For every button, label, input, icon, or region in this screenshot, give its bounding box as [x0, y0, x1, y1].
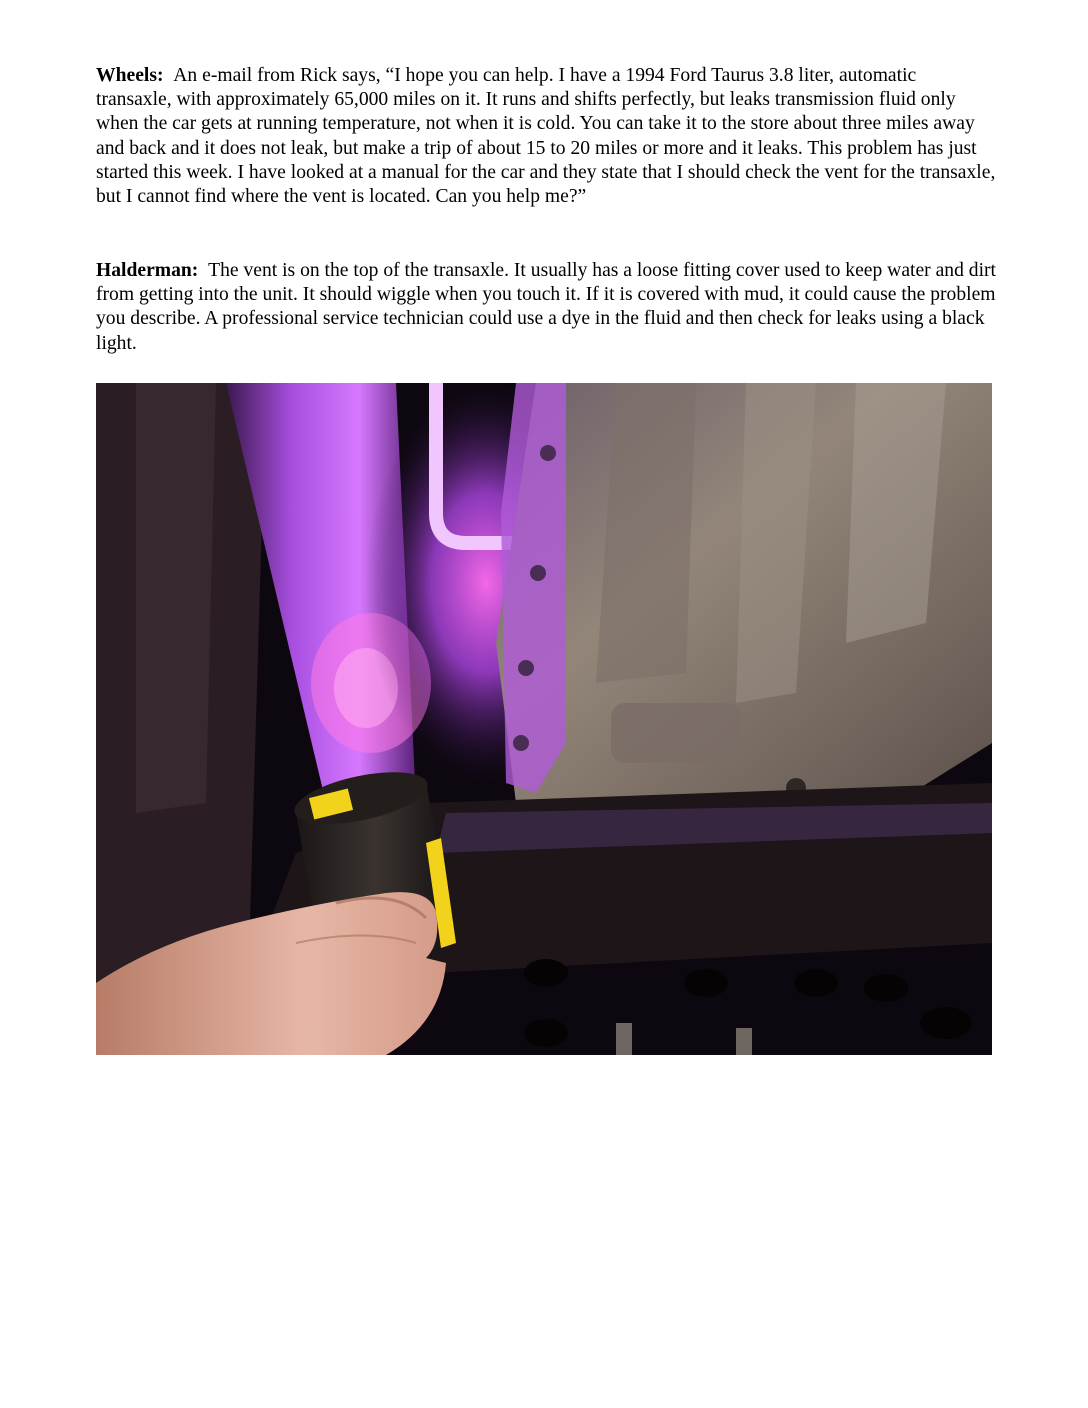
paragraph-halderman — [96, 259, 996, 356]
pan-bolt — [518, 660, 534, 676]
paragraph-halderman-text: The vent is on the top of the transaxle. It usually has a loose fitting cover used to keep water and dirt from getting into the unit. It should wiggle when you touch it. If it is covered with mud, it could cause the problem you describe. A professional service technician could use a dye in the fluid and then check for leaks using a black light. — [96, 260, 996, 354]
photo-illustration — [96, 383, 992, 1055]
speaker-halderman: Halderman: — [96, 260, 199, 281]
black-light-leak-photo — [96, 383, 992, 1055]
paragraph-wheels — [96, 64, 996, 209]
speaker-wheels: Wheels: — [96, 65, 164, 86]
pan-bolt — [513, 735, 529, 751]
pan-bolt — [530, 565, 546, 581]
pan-flange — [501, 383, 566, 793]
pan-bolt — [540, 445, 556, 461]
paragraph-wheels-text: An e-mail from Rick says, “I hope you can help. I have a 1994 Ford Taurus 3.8 liter, automatic transaxle, with approximately 65,000 miles on it. It runs and shifts perfectly, but leaks transmission fluid only when the car gets at running temperature, not when it is cold. You can take it to the store about three miles away and back and it does not leak, but make a trip of about 15 to 20 miles or more and it leaks. This problem has just started this week. I have looked at a manual for the car and they state that I should check the vent for the transaxle, but I cannot find where the vent is located. Can you help me?” — [96, 65, 996, 208]
